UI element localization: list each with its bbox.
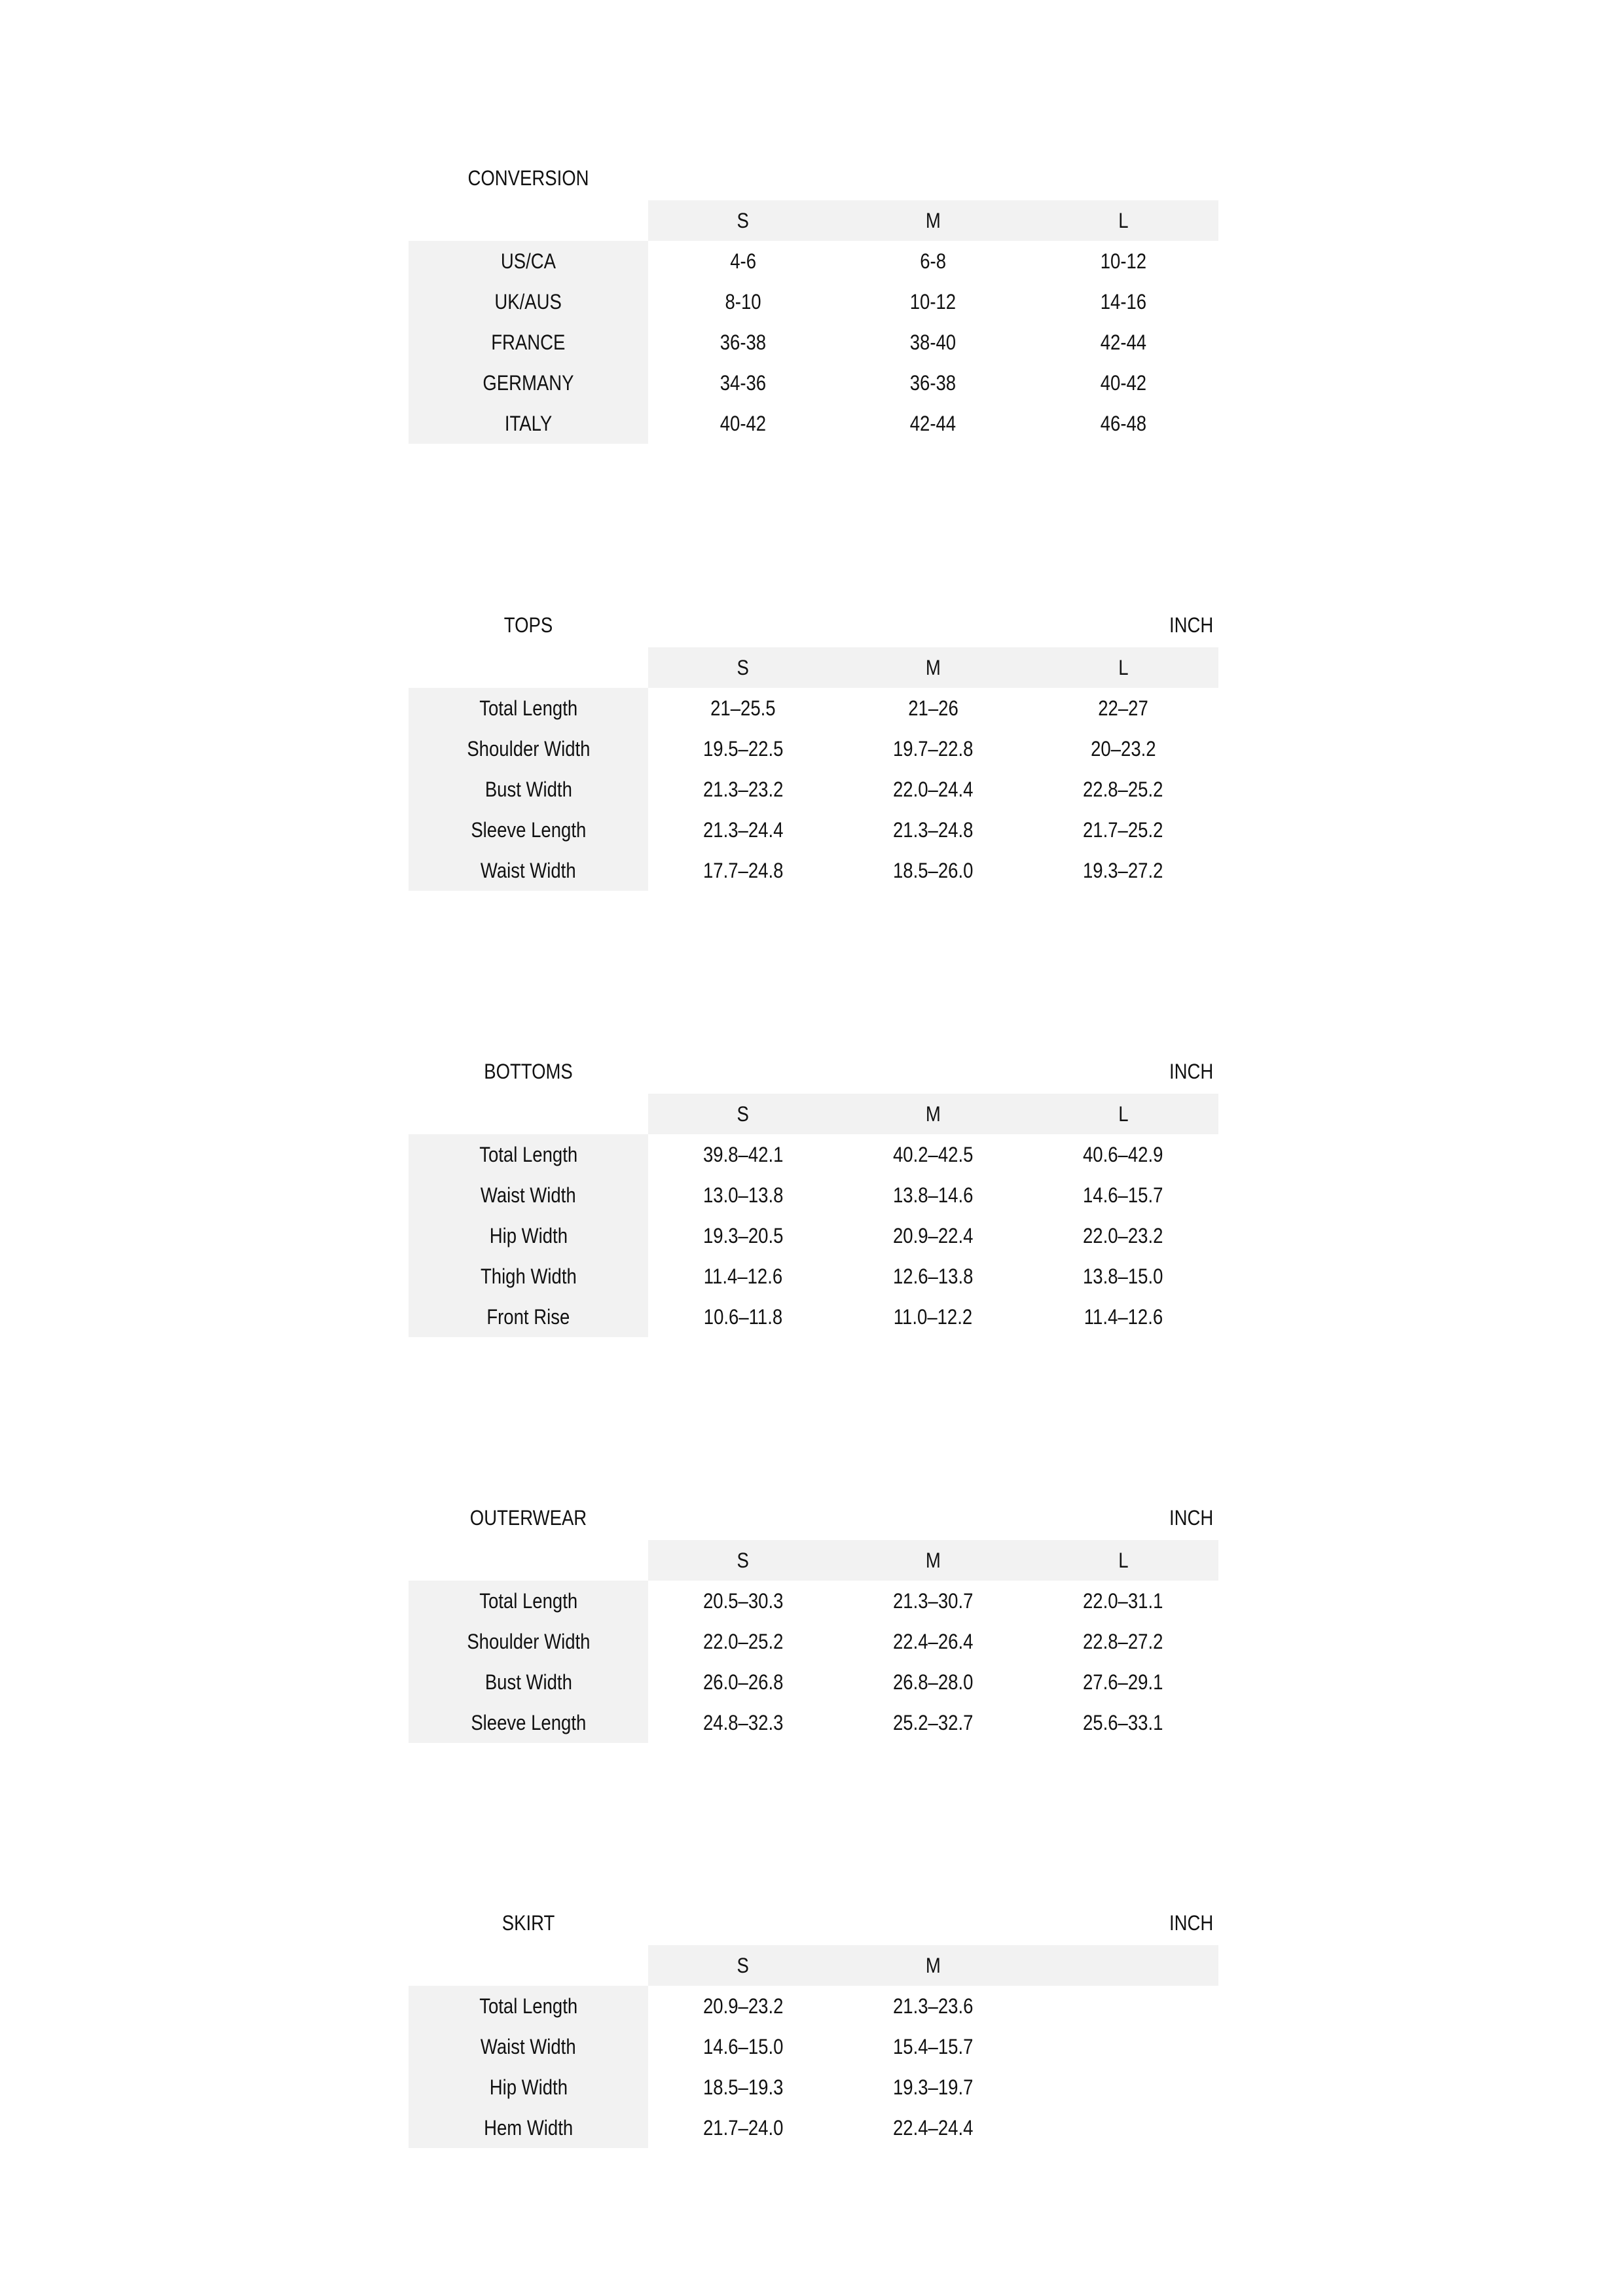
value-cell: 22.0–24.4 xyxy=(892,778,974,801)
value-cell: 11.4–12.6 xyxy=(1084,1305,1163,1329)
value-cell: 36-38 xyxy=(909,371,957,395)
value-cell: 40.6–42.9 xyxy=(1083,1143,1163,1166)
size-header-cell: M xyxy=(838,1540,1028,1581)
size-header-row xyxy=(409,1094,1218,1134)
value-cell: 14.6–15.7 xyxy=(1083,1183,1163,1207)
size-header-cell: S xyxy=(648,1945,838,1986)
value-cell: 22.4–24.4 xyxy=(892,2116,974,2140)
value-cell: 10-12 xyxy=(909,290,957,314)
value-cell xyxy=(1028,2108,1218,2148)
table-row xyxy=(409,1215,1218,1256)
value-cell: 40-42 xyxy=(720,412,767,435)
value-cell: 6-8 xyxy=(920,249,946,273)
value-cell: 39.8–42.1 xyxy=(702,1143,784,1166)
row-label: Bust Width xyxy=(409,1662,648,1702)
value-cell: 8-10 xyxy=(725,290,761,314)
table-row xyxy=(409,728,1218,769)
value-cell: 11.4–12.6 xyxy=(703,1265,783,1288)
value-cell: 22.4–26.4 xyxy=(892,1630,974,1653)
value-cell: 10.6–11.8 xyxy=(703,1305,783,1329)
row-label: Hip Width xyxy=(409,1215,648,1256)
size-header-cell: L xyxy=(1028,1540,1218,1581)
table-title: BOTTOMS xyxy=(484,1060,573,1083)
value-cell: 19.7–22.8 xyxy=(892,737,974,761)
corner-cell xyxy=(409,1094,648,1134)
row-label: Shoulder Width xyxy=(409,728,648,769)
value-cell: 21.3–24.4 xyxy=(702,818,784,842)
value-cell: 21.3–23.6 xyxy=(892,1994,974,2018)
value-cell: 25.6–33.1 xyxy=(1083,1711,1163,1734)
value-cell: 22.0–23.2 xyxy=(1083,1224,1163,1247)
size-header-cell: M xyxy=(838,1094,1028,1134)
row-label: FRANCE xyxy=(409,322,648,363)
table-row xyxy=(409,1297,1218,1337)
value-cell: 21.7–24.0 xyxy=(702,2116,784,2140)
table-row xyxy=(409,281,1218,322)
row-label: Waist Width xyxy=(409,850,648,891)
size-header-row xyxy=(409,200,1218,241)
table-row xyxy=(409,322,1218,363)
value-cell: 25.2–32.7 xyxy=(892,1711,974,1734)
value-cell: 24.8–32.3 xyxy=(702,1711,784,1734)
row-label: Waist Width xyxy=(409,1175,648,1215)
value-cell: 14.6–15.0 xyxy=(702,2035,784,2058)
value-cell: 20.9–23.2 xyxy=(702,1994,784,2018)
value-cell: 18.5–26.0 xyxy=(892,859,974,882)
row-label: Bust Width xyxy=(409,769,648,810)
table-row xyxy=(409,2108,1218,2148)
table-unit: INCH xyxy=(1169,1506,1213,1530)
value-cell: 46-48 xyxy=(1100,412,1146,435)
value-cell: 22.8–25.2 xyxy=(1083,778,1163,801)
table-unit: INCH xyxy=(1169,613,1213,637)
row-label: Total Length xyxy=(409,1986,648,2026)
row-label: Total Length xyxy=(409,688,648,728)
value-cell: 12.6–13.8 xyxy=(892,1265,974,1288)
value-cell: 22.0–31.1 xyxy=(1083,1589,1163,1613)
value-cell xyxy=(1028,2026,1218,2067)
skirt-table xyxy=(409,1905,1218,2148)
table-row xyxy=(409,1256,1218,1297)
table-row xyxy=(409,1175,1218,1215)
value-cell: 21–26 xyxy=(907,696,958,720)
value-cell: 42-44 xyxy=(909,412,957,435)
row-label: Shoulder Width xyxy=(409,1621,648,1662)
table-title: TOPS xyxy=(503,613,553,637)
value-cell: 36-38 xyxy=(720,331,767,354)
outerwear-table xyxy=(409,1499,1218,1743)
table-row xyxy=(409,769,1218,810)
size-header-cell: S xyxy=(648,647,838,688)
row-label: ITALY xyxy=(409,403,648,444)
size-header-cell: M xyxy=(838,1945,1028,1986)
value-cell: 26.8–28.0 xyxy=(892,1670,974,1694)
tops-table xyxy=(409,607,1218,891)
row-label: Hem Width xyxy=(409,2108,648,2148)
value-cell: 13.8–15.0 xyxy=(1083,1265,1163,1288)
corner-cell xyxy=(409,1540,648,1581)
value-cell: 18.5–19.3 xyxy=(702,2075,784,2099)
value-cell: 15.4–15.7 xyxy=(892,2035,974,2058)
value-cell: 26.0–26.8 xyxy=(702,1670,784,1694)
size-header-row xyxy=(409,1540,1218,1581)
value-cell: 22.0–25.2 xyxy=(702,1630,784,1653)
table-title: CONVERSION xyxy=(467,166,589,190)
table-unit: INCH xyxy=(1169,1060,1213,1083)
row-label: Front Rise xyxy=(409,1297,648,1337)
table-title: SKIRT xyxy=(501,1911,555,1935)
size-header-row xyxy=(409,1945,1218,1986)
table-row xyxy=(409,810,1218,850)
corner-cell xyxy=(409,647,648,688)
bottoms-table xyxy=(409,1053,1218,1337)
size-header-cell xyxy=(1028,1945,1218,1986)
table-row xyxy=(409,363,1218,403)
value-cell: 17.7–24.8 xyxy=(702,859,784,882)
row-label: Total Length xyxy=(409,1134,648,1175)
conversion-table xyxy=(409,160,1218,444)
value-cell: 4-6 xyxy=(730,249,756,273)
size-header-cell: L xyxy=(1028,200,1218,241)
table-row xyxy=(409,1986,1218,2026)
size-header-cell: M xyxy=(838,200,1028,241)
value-cell: 19.3–27.2 xyxy=(1083,859,1163,882)
table-header xyxy=(409,607,1218,647)
table-header xyxy=(409,1053,1218,1094)
value-cell: 27.6–29.1 xyxy=(1083,1670,1163,1694)
table-row xyxy=(409,1621,1218,1662)
row-label: US/CA xyxy=(409,241,648,281)
table-row xyxy=(409,2067,1218,2108)
value-cell: 20.9–22.4 xyxy=(892,1224,974,1247)
value-cell: 40.2–42.5 xyxy=(892,1143,974,1166)
size-header-cell: S xyxy=(648,1094,838,1134)
value-cell: 21.3–23.2 xyxy=(702,778,784,801)
value-cell: 42-44 xyxy=(1100,331,1146,354)
table-row xyxy=(409,1134,1218,1175)
value-cell: 13.0–13.8 xyxy=(702,1183,784,1207)
table-header xyxy=(409,1905,1218,1945)
value-cell: 10-12 xyxy=(1100,249,1146,273)
size-header-cell: S xyxy=(648,200,838,241)
table-title: OUTERWEAR xyxy=(469,1506,587,1530)
size-header-cell: M xyxy=(838,647,1028,688)
table-row xyxy=(409,850,1218,891)
table-row xyxy=(409,1662,1218,1702)
corner-cell xyxy=(409,200,648,241)
row-label: Sleeve Length xyxy=(409,810,648,850)
value-cell: 34-36 xyxy=(720,371,767,395)
size-header-cell: L xyxy=(1028,1094,1218,1134)
row-label: GERMANY xyxy=(409,363,648,403)
value-cell: 21.3–30.7 xyxy=(892,1589,974,1613)
value-cell: 13.8–14.6 xyxy=(892,1183,974,1207)
row-label: Hip Width xyxy=(409,2067,648,2108)
value-cell: 19.3–20.5 xyxy=(702,1224,784,1247)
row-label: UK/AUS xyxy=(409,281,648,322)
value-cell: 21.3–24.8 xyxy=(892,818,974,842)
size-header-cell: L xyxy=(1028,647,1218,688)
table-row xyxy=(409,1581,1218,1621)
table-row xyxy=(409,2026,1218,2067)
value-cell: 21.7–25.2 xyxy=(1083,818,1163,842)
value-cell: 21–25.5 xyxy=(710,696,776,720)
value-cell: 22–27 xyxy=(1098,696,1148,720)
value-cell: 20–23.2 xyxy=(1090,737,1156,761)
value-cell xyxy=(1028,2067,1218,2108)
table-header xyxy=(409,1499,1218,1540)
table-row xyxy=(409,688,1218,728)
value-cell: 19.5–22.5 xyxy=(702,737,784,761)
value-cell: 11.0–12.2 xyxy=(893,1305,973,1329)
value-cell: 19.3–19.7 xyxy=(892,2075,974,2099)
row-label: Total Length xyxy=(409,1581,648,1621)
table-row xyxy=(409,403,1218,444)
table-header xyxy=(409,160,1218,200)
row-label: Sleeve Length xyxy=(409,1702,648,1743)
value-cell: 22.8–27.2 xyxy=(1083,1630,1163,1653)
row-label: Thigh Width xyxy=(409,1256,648,1297)
row-label: Waist Width xyxy=(409,2026,648,2067)
table-row xyxy=(409,1702,1218,1743)
corner-cell xyxy=(409,1945,648,1986)
value-cell: 38-40 xyxy=(909,331,957,354)
value-cell: 14-16 xyxy=(1100,290,1146,314)
value-cell xyxy=(1028,1986,1218,2026)
value-cell: 40-42 xyxy=(1100,371,1146,395)
table-unit: INCH xyxy=(1169,1911,1213,1935)
size-header-cell: S xyxy=(648,1540,838,1581)
table-row xyxy=(409,241,1218,281)
size-header-row xyxy=(409,647,1218,688)
value-cell: 20.5–30.3 xyxy=(702,1589,784,1613)
